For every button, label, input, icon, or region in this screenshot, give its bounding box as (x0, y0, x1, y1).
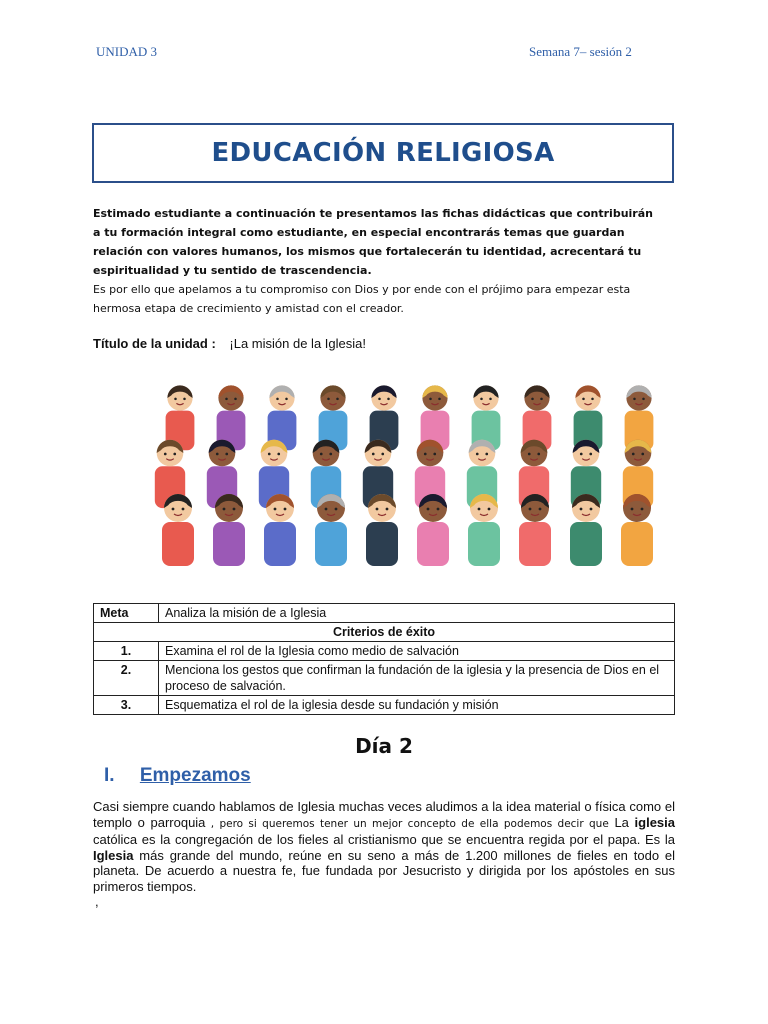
unit-label: Título de la unidad : (93, 336, 216, 351)
section-heading (104, 765, 251, 787)
header-unit: UNIDAD 3 (96, 44, 158, 59)
criteria-text: Examina el rol de la Iglesia como medio de salvación (159, 642, 675, 661)
trailing-comma: , (95, 894, 99, 909)
table-row (94, 696, 675, 715)
meta-label: Meta (94, 604, 159, 623)
body-p1: Casi siempre cuando hablamos de Iglesia muchas veces aludimos a la idea material o física como el templo o parroquia (93, 799, 675, 830)
section-number: I. (104, 765, 115, 786)
intro-bold: Estimado estudiante a continuación te presentamos las fichas didácticas que contribuirán a tu formación integral como estudiante, en especial encontrarás temas que guardan relación con valores humanos, los mismos que fortalecerán tu identidad, acrecentará tu espiritualidad y tu sentido de trascendencia. (93, 207, 653, 277)
table-row (94, 623, 675, 642)
body-p2c: católica es la congregación de los fieles al cristianismo que se encuentra regida por el papa. Es la (93, 832, 675, 847)
body-p2e: más grande del mundo, reúne en su seno a más de 1.200 millones de fieles en todo el planeta. De acuerdo a nuestra fe, fue fundada por Jesucristo y dirigida por los apóstoles en sus primeros tiempos. (93, 847, 675, 894)
criteria-text: Esquematiza el rol de la iglesia desde su fundación y misión (159, 696, 675, 715)
unit-value: ¡La misión de la Iglesia! (229, 336, 366, 351)
criteria-text: Menciona los gestos que confirman la fundación de la iglesia y la presencia de Dios en el proceso de salvación. (159, 661, 675, 696)
meta-value: Analiza la misión de a Iglesia (159, 604, 675, 623)
unit-title (93, 336, 366, 351)
intro-text (93, 204, 663, 318)
group-of-people-icon (148, 376, 668, 572)
criteria-num: 2. (94, 661, 159, 696)
criteria-num: 1. (94, 642, 159, 661)
body-p2d: Iglesia (93, 847, 134, 863)
title-box (92, 123, 674, 183)
goal-table (93, 603, 675, 715)
day-heading: Día 2 (355, 734, 413, 758)
criteria-header: Criterios de éxito (94, 623, 675, 642)
body-p2a: La (614, 814, 635, 830)
table-row (94, 661, 675, 696)
body-p2b: iglesia (634, 814, 675, 830)
page-title: EDUCACIÓN RELIGIOSA (211, 138, 555, 168)
criteria-num: 3. (94, 696, 159, 715)
section-title: Empezamos (139, 765, 251, 786)
body-p1-small: , pero si queremos tener un mejor concepto de ella podemos decir que (205, 817, 609, 830)
intro-normal: Es por ello que apelamos a tu compromiso con Dios y por ende con el prójimo para empezar esta hermosa etapa de crecimiento y amistad con el creador. (93, 283, 631, 315)
table-row (94, 604, 675, 623)
body-text (93, 799, 675, 894)
header-session: Semana 7– sesión 2 (529, 44, 632, 59)
table-row (94, 642, 675, 661)
